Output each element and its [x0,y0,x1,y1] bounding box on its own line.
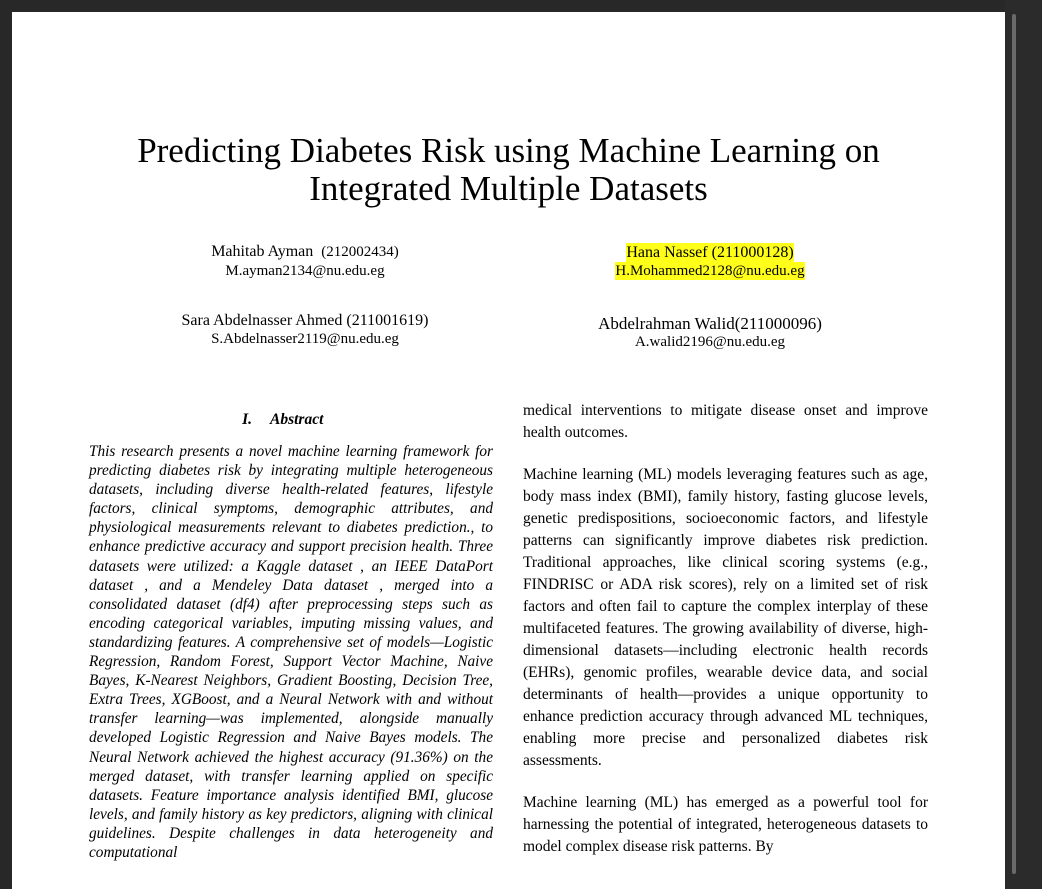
highlighted-author-line [626,243,793,262]
author-block-3 [160,311,450,349]
author-id: (212002434) [321,244,399,260]
author-block-2 [560,243,860,281]
paragraph: medical interventions to mitigate disease onset and improve health outcomes. [523,402,928,441]
document-page [12,12,1005,889]
abstract-text: This research presents a novel machine learning framework for predicting diabetes risk by integrating multiple heterogeneous datasets, including diverse health-related features, lifestyle factors, clinical symptoms, demographic attributes, and physiological measurements relevant to diabetes prediction., to enhance predictive accuracy and support precision health. Three datasets were utilized: a Kaggle dataset , an IEEE DataPort dataset , and a Mendeley Data dataset , merged into a consolidated dataset (df4) after preprocessing steps such as encoding categorical variables, imputing missing values, and standardizing features. A comprehensive set of models—Logistic Regression, Random Forest, Support Vector Machine, Naive Bayes, K-Nearest Neighbors, Gradient Boosting, Decision Tree, Extra Trees, XGBoost, and a Neural Network with and without transfer learning—was implemented, alongside manually developed Logistic Regression and Naive Bayes models. The Neural Network achieved the highest accuracy (91.36%) on the merged dataset, with transfer learning applied on specific datasets. Feature importance analysis identified BMI, glucose levels, and family history as key predictors, aligning with clinical guidelines. Despite challenges in data heterogeneity and computational [89,443,493,861]
author-email: H.Mohammed2128@nu.edu.eg [615,263,805,279]
paragraph: Machine learning (ML) models leveraging features such as age, body mass index (BMI), family history, fasting glucose levels, genetic predispositions, socioeconomic factors, and lifestyle patterns can significantly improve diabetes risk prediction. Traditional approaches, like clinical scoring systems (e.g., FINDRISC or ADA risk scores), rely on a limited set of risk factors and often fail to capture the complex interplay of these multifaceted features. The growing availability of diverse, high-dimensional datasets—including electronic health records (EHRs), genomic profiles, wearable device data, and social determinants of health—provides a unique opportunity to enhance prediction accuracy through advanced ML techniques, enabling more precise and personalized diabetes risk assessments. [523,466,928,769]
author-name: Mahitab Ayman [211,243,314,260]
section-number: I. [242,411,252,428]
author-name: Sara Abdelnasser Ahmed [181,312,343,329]
scrollbar-thumb[interactable] [1012,14,1016,874]
author-block-4 [560,314,860,352]
vertical-scrollbar[interactable] [1005,0,1042,889]
author-email: M.ayman2134@nu.edu.eg [225,263,385,279]
author-name: Hana Nassef [626,244,708,261]
author-email: A.walid2196@nu.edu.eg [634,334,786,350]
author-name: Abdelrahman Walid [598,314,735,333]
title-line-2: Integrated Multiple Datasets [309,169,708,208]
title-line-1: Predicting Diabetes Risk using Machine Learning on [137,131,880,170]
abstract-heading [212,411,352,429]
author-id: (211000096) [734,314,822,333]
right-column [523,400,928,878]
paragraph: Machine learning (ML) has emerged as a powerful tool for harnessing the potential of integrated, heterogeneous datasets to model complex disease risk patterns. By [523,794,928,855]
author-id: (211000128) [711,244,794,261]
author-id: (211001619) [346,312,429,329]
author-block-1 [160,242,450,281]
author-email: S.Abdelnasser2119@nu.edu.eg [211,331,399,347]
paper-title [12,132,1005,208]
section-title: Abstract [270,411,324,428]
